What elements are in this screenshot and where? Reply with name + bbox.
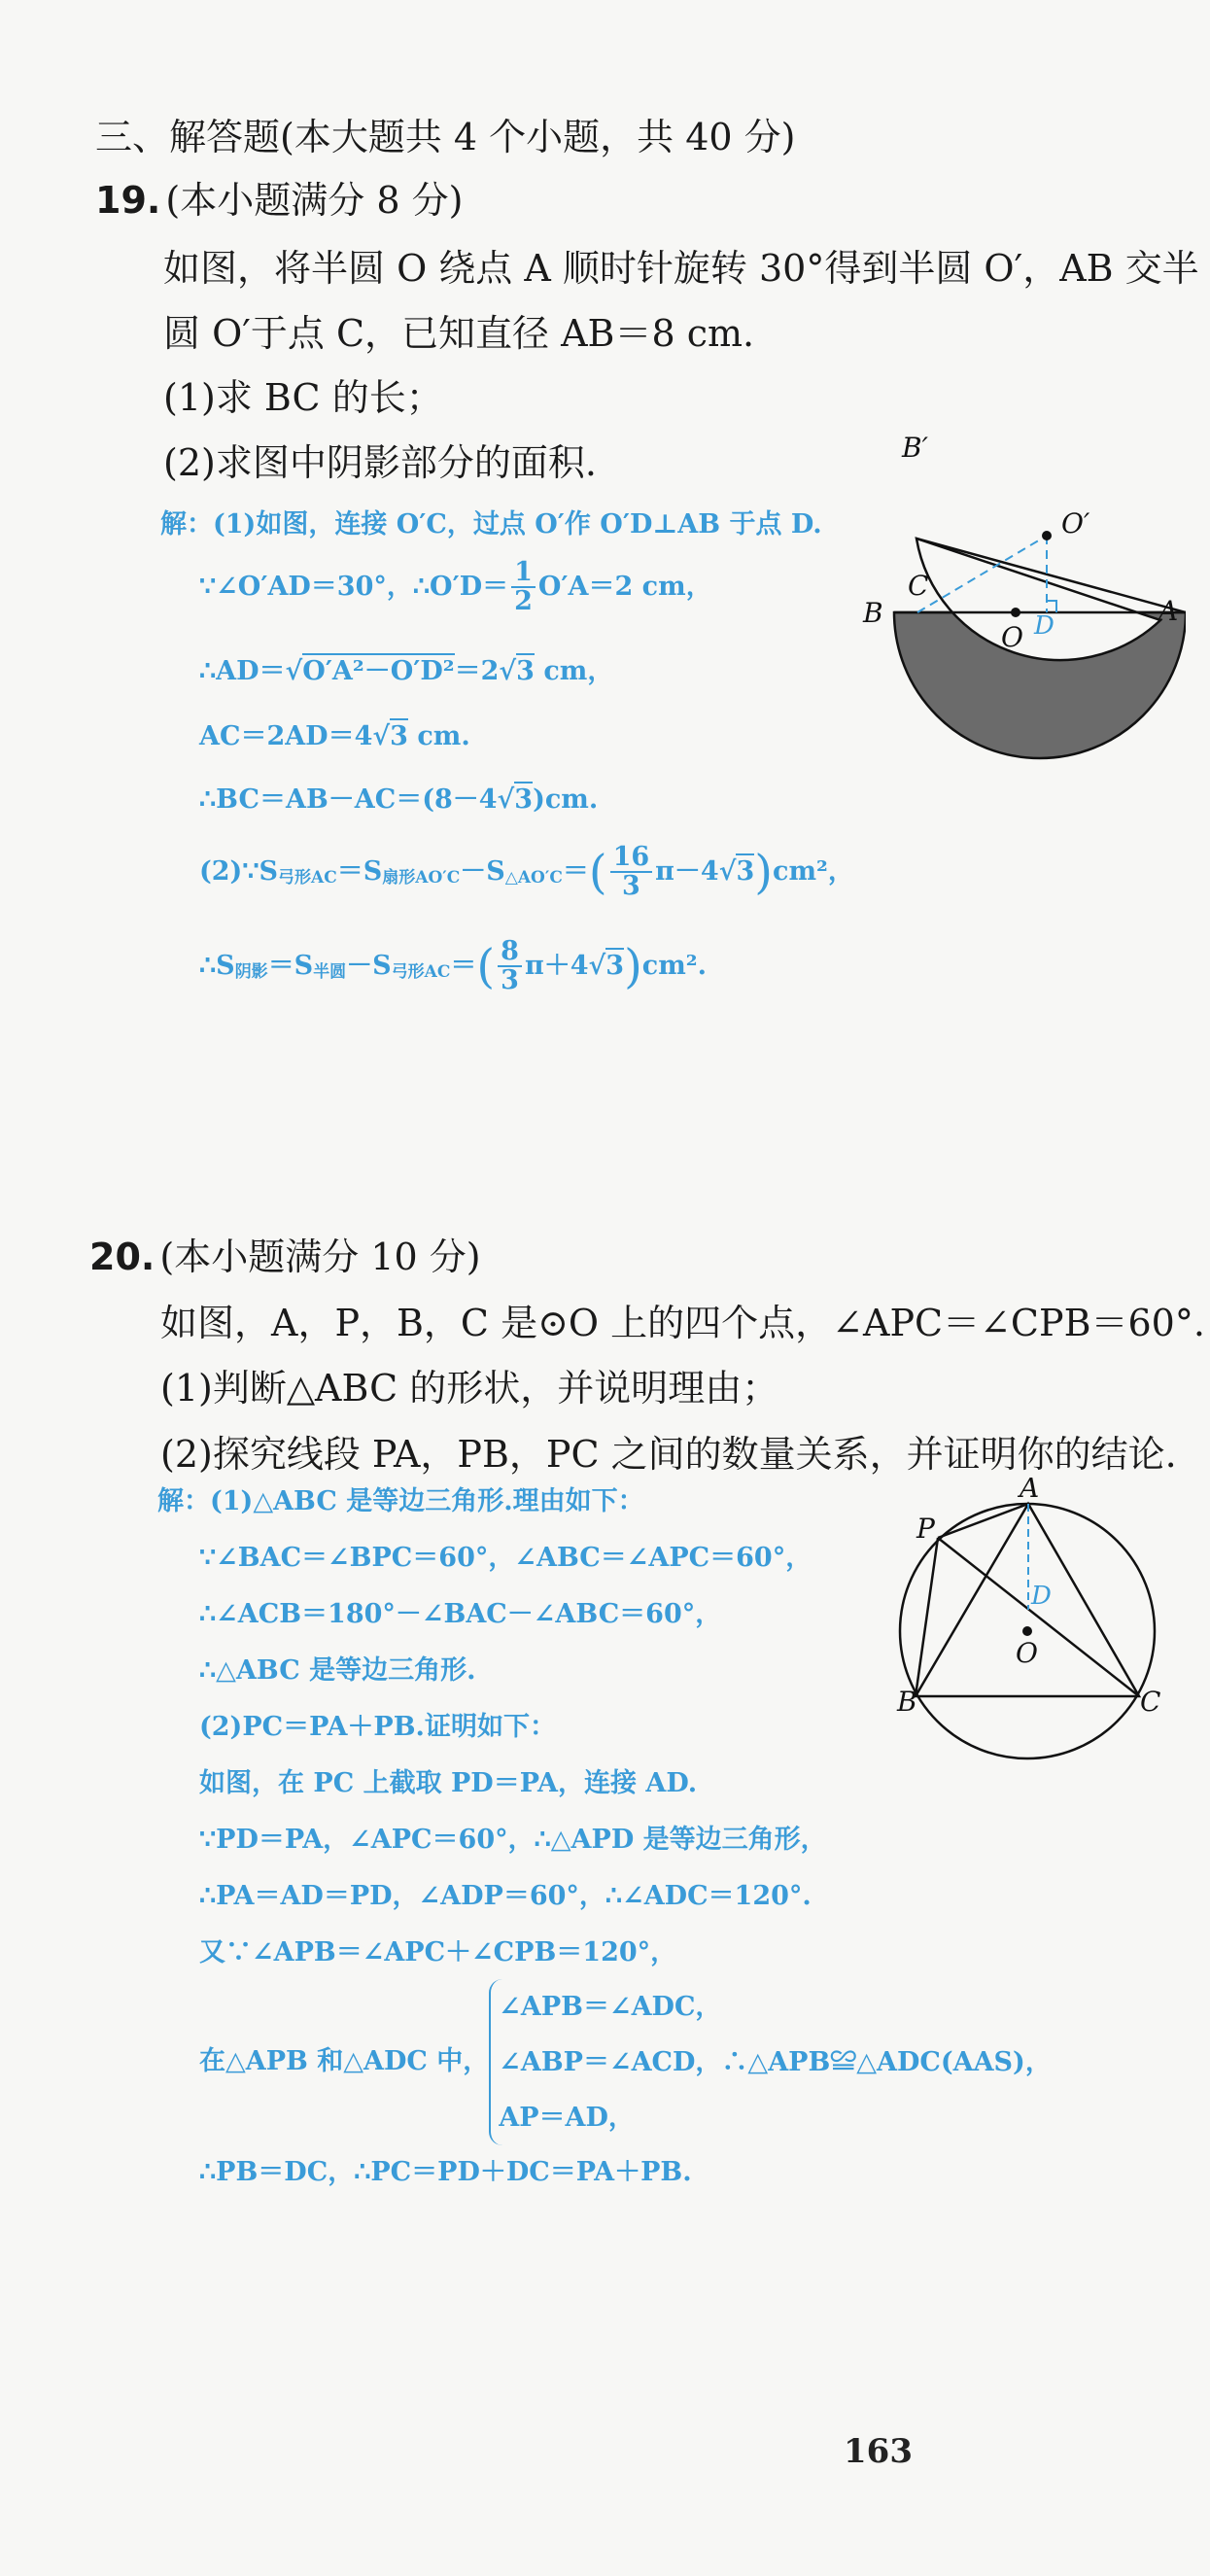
label-a: A	[1020, 1478, 1040, 1504]
solution-text: cm².	[641, 950, 708, 981]
radical: 3	[736, 853, 754, 887]
label-o-prime: O′	[1061, 507, 1090, 540]
solution-text: ＝S	[336, 855, 383, 887]
fraction	[610, 844, 653, 901]
solution-text: ＝2	[454, 656, 500, 686]
question-20-heading	[89, 1227, 481, 1280]
subscript: 半圆	[313, 961, 347, 982]
solution-text: cm.	[407, 721, 470, 751]
solution-text: ＝	[450, 950, 477, 981]
fraction	[511, 559, 536, 616]
question-part-2: (2)求图中阴影部分的面积.	[163, 441, 597, 484]
solution-line: (2)PC＝PA＋PB.证明如下：	[199, 1712, 556, 1742]
solution-line: 又∵∠APB＝∠APC＋∠CPB＝120°，	[199, 1937, 677, 1967]
question-number: 20.	[89, 1236, 156, 1278]
subscript: 弓形AC	[391, 961, 451, 982]
question-number: 19.	[95, 179, 161, 222]
radical: 3	[390, 718, 408, 751]
page-number: 163	[844, 2432, 913, 2471]
solution-line: (2)∵S弓形AC＝S扇形AO′C－S△AO′C＝( $\frac{16}{3}$ π－4√3)cm²，	[199, 842, 854, 902]
point-o	[1011, 608, 1020, 617]
inscribed-triangle-figure	[880, 1478, 1191, 1784]
solution-line: ∴PB＝DC，∴PC＝PD＋DC＝PA＋PB.	[199, 2157, 692, 2187]
fraction-denominator: 3	[501, 965, 519, 996]
fraction	[498, 938, 522, 995]
fraction-denominator: 2	[514, 586, 533, 617]
radical: O′A²－O′D²	[302, 653, 454, 686]
solution-text: －S	[460, 855, 505, 887]
subscript: △AO′C	[504, 867, 563, 888]
label-o: O	[1001, 621, 1023, 653]
label-c: C	[908, 570, 929, 602]
question-part-1: (1)判断△ABC 的形状，并说明理由；	[160, 1367, 779, 1410]
label-b-prime: B′	[902, 432, 928, 464]
solution-text: ∵∠O′AD＝30°，∴O′D＝	[199, 571, 509, 602]
solution-text: 在△APB 和△ADC 中，	[199, 2046, 490, 2076]
label-b: B	[897, 1686, 917, 1718]
solution-text: (2)∵S	[199, 855, 279, 887]
solution-line: ∴S阴影＝S半圆－S弓形AC＝( $\frac{8}{3}$ π＋4√3)cm².	[199, 936, 708, 996]
center-o	[1022, 1626, 1032, 1636]
fraction-numerator: 8	[498, 938, 522, 967]
label-c: C	[1140, 1686, 1161, 1718]
solution-line: AC＝2AD＝4√3 cm.	[199, 714, 470, 752]
segment-pb	[916, 1538, 938, 1696]
fraction-numerator: 16	[610, 844, 653, 873]
solution-line-system	[199, 1979, 1052, 2145]
solution-text: AC＝2AD＝4	[199, 721, 373, 751]
question-part-1: (1)求 BC 的长；	[163, 376, 443, 419]
solution-line	[199, 559, 712, 616]
solution-line: ∴AD＝√O′A²－O′D²＝2√3 cm，	[199, 649, 613, 687]
solution-line: ∴∠ACB＝180°－∠BAC－∠ABC＝60°，	[199, 1599, 722, 1629]
solution-text: O′A＝2 cm，	[537, 571, 712, 602]
system-condition: AP＝AD，	[499, 2103, 635, 2133]
semicircle-rotation-figure	[846, 428, 1186, 778]
radical: 3	[605, 948, 624, 981]
label-d: D	[1031, 1582, 1052, 1611]
solution-text: π＋4	[524, 950, 589, 981]
solution-line: 解：(1)△ABC 是等边三角形.理由如下：	[157, 1486, 644, 1516]
question-stem-line: 如图，将半圆 O 绕点 A 顺时针旋转 30°得到半圆 O′，AB 交半	[163, 247, 1199, 290]
point-o-prime	[1042, 531, 1052, 540]
system-condition: ∠ABP＝∠ACD，∴△APB≌△ADC(AAS)，	[499, 2047, 1052, 2077]
fraction-denominator: 3	[621, 871, 640, 902]
segment-pa	[938, 1504, 1028, 1538]
equation-system	[489, 1979, 1052, 2145]
radical: 3	[514, 782, 533, 815]
section-header: 三、解答题(本大题共 4 个小题，共 40 分)	[95, 116, 796, 158]
solution-text: ∴BC＝AB－AC＝(8－4	[199, 784, 498, 815]
question-part-2: (2)探究线段 PA，PB，PC 之间的数量关系，并证明你的结论.	[160, 1433, 1177, 1476]
label-d: D	[1034, 611, 1054, 641]
solution-line: 解：(1)如图，连接 O′C，过点 O′作 O′D⊥AB 于点 D.	[160, 509, 822, 540]
label-p: P	[916, 1513, 935, 1545]
question-stem-line: 如图，A，P，B，C 是⊙O 上的四个点，∠APC＝∠CPB＝60°.	[160, 1302, 1205, 1344]
solution-line: ∴△ABC 是等边三角形.	[199, 1655, 476, 1686]
label-a: A	[1158, 595, 1179, 627]
question-19-heading	[95, 170, 463, 224]
solution-text: π－4	[655, 855, 719, 887]
subscript: 扇形AO′C	[382, 867, 461, 888]
segment-pc	[938, 1538, 1139, 1696]
solution-line: 如图，在 PC 上截取 PD＝PA，连接 AD.	[199, 1768, 698, 1798]
solution-text: ＝S	[267, 950, 314, 981]
question-score: (本小题满分 10 分)	[159, 1236, 481, 1278]
solution-line: ∴BC＝AB－AC＝(8－4√3)cm.	[199, 778, 598, 816]
subscript: 弓形AC	[278, 867, 337, 888]
radical: 3	[516, 653, 535, 686]
subscript: 阴影	[234, 961, 268, 982]
fraction-numerator: 1	[511, 559, 536, 588]
solution-line: ∵∠BAC＝∠BPC＝60°，∠ABC＝∠APC＝60°，	[199, 1543, 812, 1573]
solution-text: ＝	[562, 855, 589, 887]
solution-line: ∴PA＝AD＝PD，∠ADP＝60°，∴∠ADC＝120°.	[199, 1881, 812, 1911]
solution-line: ∵PD＝PA，∠APC＝60°，∴△APD 是等边三角形，	[199, 1825, 827, 1855]
label-b: B	[863, 597, 883, 629]
question-score: (本小题满分 8 分)	[165, 179, 464, 222]
solution-text: ∴S	[199, 950, 235, 981]
system-condition: ∠APB＝∠ADC，	[499, 1992, 722, 2022]
solution-text: cm²，	[773, 855, 854, 887]
solution-text: －S	[346, 950, 392, 981]
solution-text: )cm.	[533, 784, 599, 815]
solution-text: cm，	[534, 656, 614, 686]
question-stem-line: 圆 O′于点 C，已知直径 AB＝8 cm.	[163, 312, 755, 355]
label-o: O	[1016, 1637, 1038, 1669]
solution-text: ∴AD＝	[199, 656, 286, 686]
